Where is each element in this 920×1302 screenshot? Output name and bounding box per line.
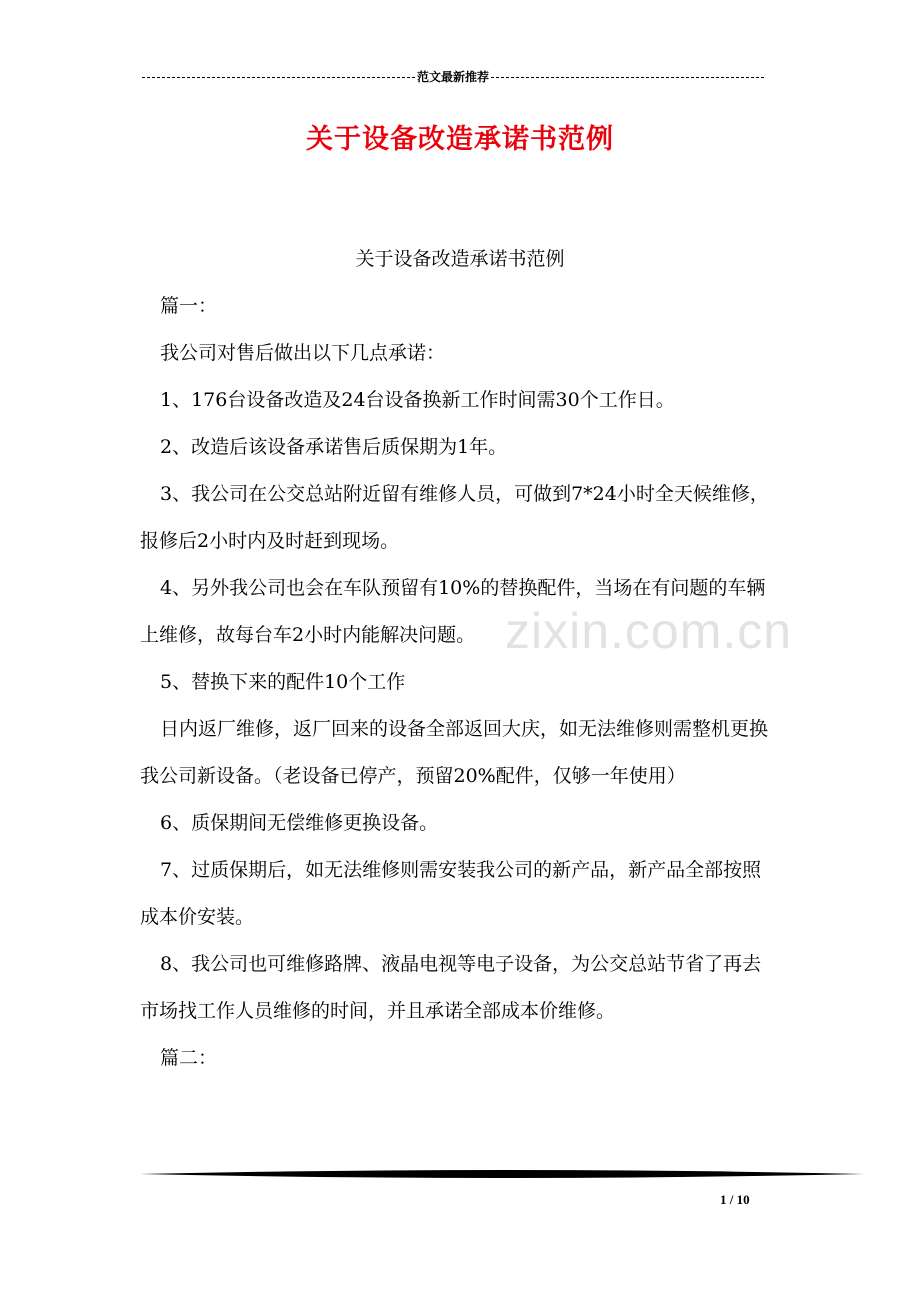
paragraph: 3、我公司在公交总站附近留有维修人员，可做到7*24小时全天候维修，报修后2小时内及时赶到现场。 (140, 483, 769, 552)
paragraph: 1、176台设备改造及24台设备换新工作时间需30个工作日。 (160, 389, 675, 411)
body-subtitle: 关于设备改造承诺书范例 (355, 248, 565, 270)
paragraph: 4、另外我公司也会在车队预留有10%的替换配件，当场在有问题的车辆上维修，故每台车2小时内能解决问题。 (140, 577, 766, 646)
header-dash-left (142, 77, 415, 78)
paragraph: 日内返厂维修，返厂回来的设备全部返回大庆，如无法维修则需整机更换我公司新设备。（老设备已停产，预留20%配件，仅够一年使用） (140, 718, 769, 787)
page-header (140, 68, 766, 86)
paragraph: 2、改造后该设备承诺售后质保期为1年。 (160, 436, 508, 458)
header-label: 范文最新推荐 (417, 70, 490, 84)
watermark: zixin.com.cn (505, 603, 793, 659)
section-heading: 篇一： (160, 295, 218, 317)
paragraph: 8、我公司也可维修路牌、液晶电视等电子设备，为公交总站节省了再去市场找工作人员维修的时间，并且承诺全部成本价维修。 (140, 953, 762, 1022)
paragraph: 我公司对售后做出以下几点承诺： (160, 342, 446, 364)
paragraph: 5、替换下来的配件10个工作 (160, 671, 406, 693)
paragraph: 6、质保期间无偿维修更换设备。 (160, 812, 439, 834)
footer-rule (140, 1168, 864, 1180)
paragraph: 7、过质保期后，如无法维修则需安装我公司的新产品，新产品全部按照成本价安装。 (140, 859, 762, 928)
document-title: 关于设备改造承诺书范例 (306, 124, 614, 155)
header-dash-right (491, 77, 764, 78)
section-heading: 篇二： (160, 1047, 218, 1069)
page-number: 1 / 10 (720, 1192, 750, 1207)
